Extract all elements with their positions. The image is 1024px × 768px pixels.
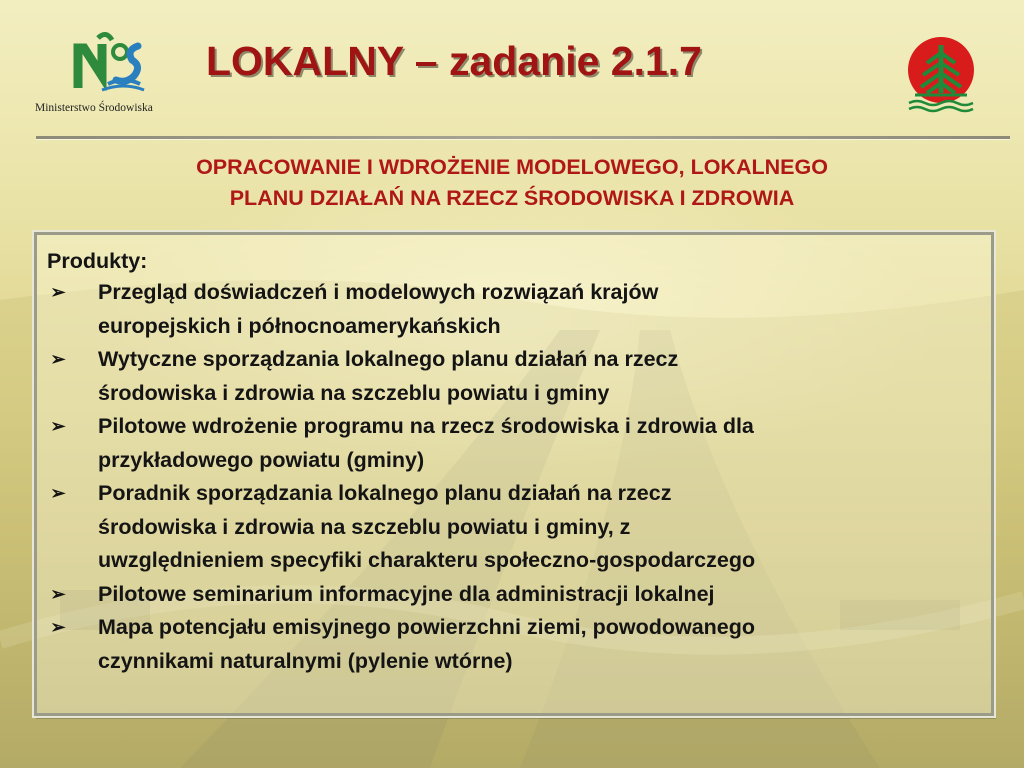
list-item — [47, 343, 985, 410]
list-item — [47, 477, 985, 578]
arrow-bullet-icon: ➢ — [50, 282, 66, 302]
arrow-bullet-icon: ➢ — [50, 617, 66, 637]
item-line: Mapa potencjału emisyjnego powierzchni ziemi, powodowanego — [98, 615, 756, 639]
item-line: czynnikami naturalnymi (pylenie wtórne) — [98, 648, 513, 673]
item-line: europejskich i północnoamerykańskich — [98, 313, 501, 338]
item-line: Wytyczne sporządzania lokalnego planu działań na rzecz — [98, 347, 679, 371]
arrow-bullet-icon: ➢ — [50, 483, 66, 503]
header-divider — [36, 136, 1010, 139]
list-item — [47, 611, 985, 678]
products-heading: Produkty: — [47, 249, 148, 273]
item-line: środowiska i zdrowia na szczeblu powiatu i gminy, z — [98, 514, 631, 539]
products-box — [34, 232, 994, 716]
arrow-bullet-icon: ➢ — [50, 416, 66, 436]
list-item — [47, 276, 985, 343]
arrow-bullet-icon: ➢ — [50, 349, 66, 369]
arrow-bullet-icon: ➢ — [50, 583, 66, 604]
subtitle-line-2: PLANU DZIAŁAŃ NA RZECZ ŚRODOWISKA I ZDROWIA — [229, 186, 795, 210]
item-line: środowiska i zdrowia na szczeblu powiatu i gminy — [98, 380, 610, 405]
item-line: Pilotowe wdrożenie programu na rzecz środowiska i zdrowia dla — [98, 414, 754, 438]
subtitle-line-1: OPRACOWANIE I WDROŻENIE MODELOWEGO, LOKALNEGO — [196, 155, 828, 179]
item-line: uwzględnieniem specyfiki charakteru społeczno-gospodarczego — [98, 548, 756, 572]
list-item — [47, 410, 985, 477]
ministerstwo-logo-icon — [68, 30, 188, 100]
products-list — [47, 276, 985, 678]
page-title: LOKALNY – zadanie 2.1.7 — [206, 38, 702, 84]
item-line: przykładowego powiatu (gminy) — [98, 447, 425, 472]
tree-circle-icon — [903, 33, 983, 115]
item-line: Poradnik sporządzania lokalnego planu działań na rzecz — [98, 481, 672, 505]
ministerstwo-srodowiska-logo — [30, 30, 190, 120]
subtitle — [40, 152, 984, 214]
item-line: Pilotowe seminarium informacyjne dla administracji lokalnej — [98, 581, 715, 606]
list-item — [47, 578, 985, 612]
item-line: Przegląd doświadczeń i modelowych rozwiązań krajów — [98, 280, 659, 304]
ministry-caption: Ministerstwo Środowiska — [35, 102, 153, 114]
red-tree-circle-logo — [903, 33, 983, 115]
